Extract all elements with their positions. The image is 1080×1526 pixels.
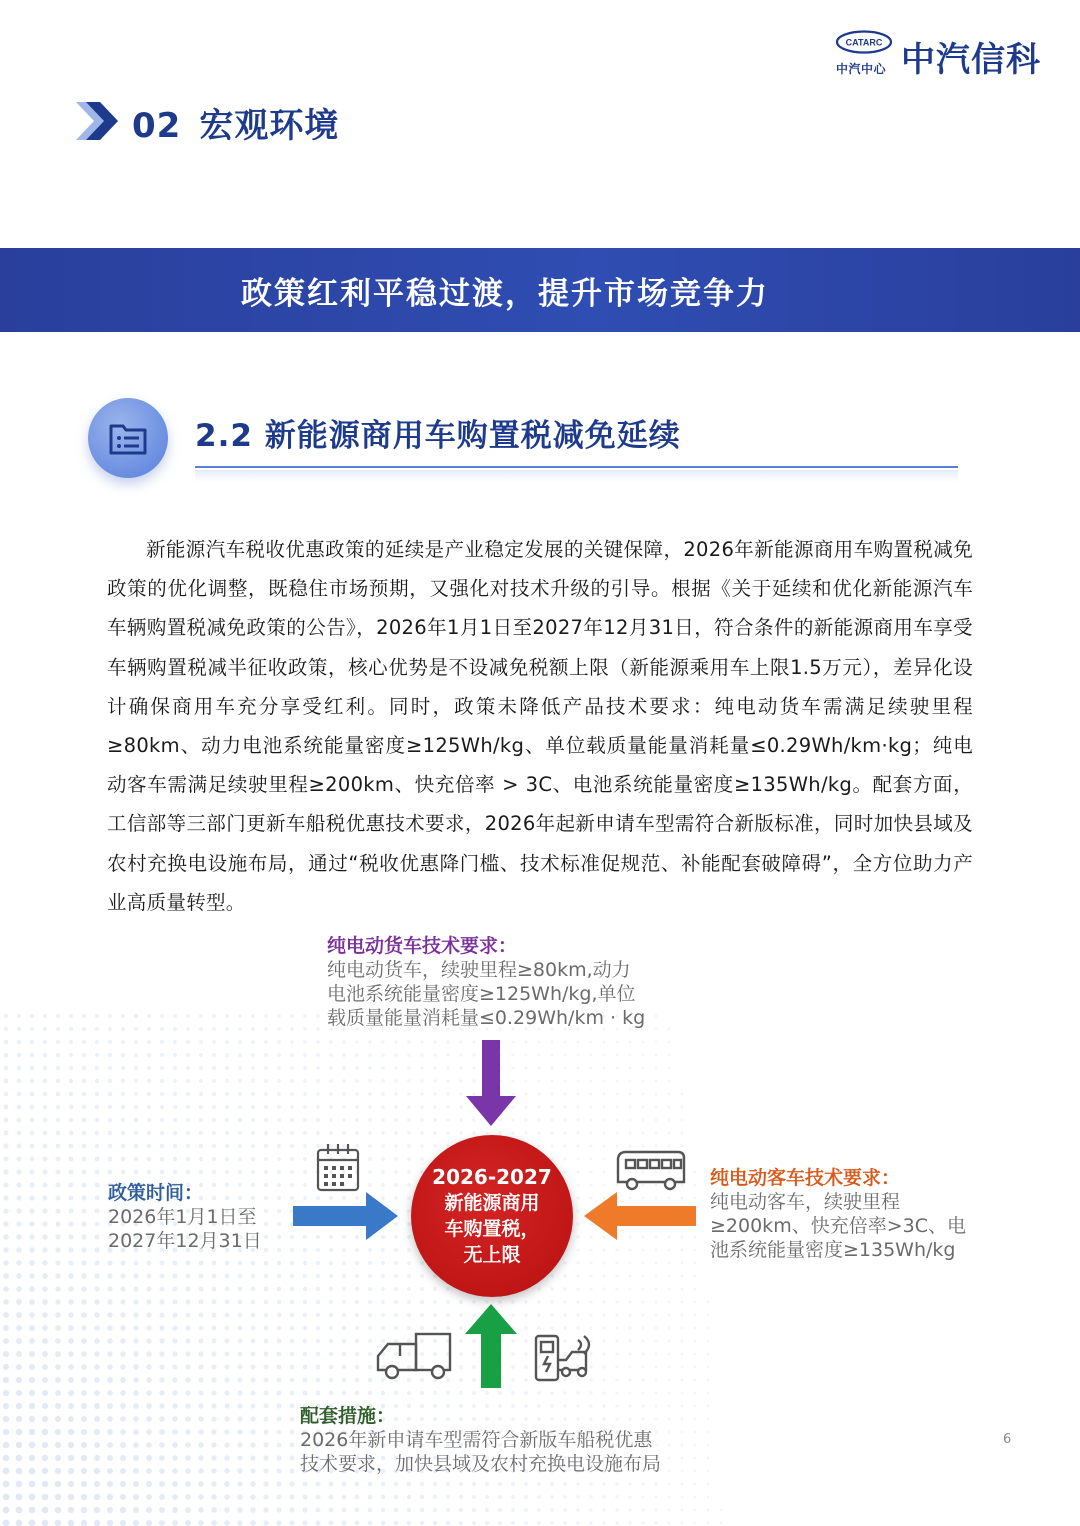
section-heading (132, 98, 357, 147)
freight-line-1: 纯电动货车，续驶里程≥80km,动力 (327, 959, 631, 981)
bus-icon (618, 1152, 684, 1189)
truck-icon (378, 1334, 450, 1378)
freight-line-2: 电池系统能量密度≥125Wh/kg,单位 (327, 983, 636, 1005)
section-title: 宏观环境 (199, 106, 340, 146)
title-banner (0, 248, 1080, 332)
banner-title: 政策红利平稳过渡，提升市场竞争力 (241, 275, 769, 312)
bus-line-2: ≥200km、快充倍率>3C、电 (710, 1215, 966, 1237)
catarc-logo-mark (835, 30, 893, 54)
brand-logo (835, 28, 1050, 78)
chevron-right-icon (76, 102, 118, 140)
center-line-3: 车购置税， (444, 1218, 540, 1240)
body-paragraph: 新能源汽车税收优惠政策的延续是产业稳定发展的关键保障，2026年新能源商用车购置税减免政策的优化调整，既稳住市场预期，又强化对技术升级的引导。根据《关于延续和优化新能源汽车车辆购置税减免政策的公告》，2026年1月1日至2027年12月31日，符合条件的新能源商用车享受车辆购置税减半征收政策，核心优势是不设减免税额上限（新能源乘用车上限1.5万元），差异化设计确保商用车充分享受红利。同时，政策未降低产品技术要求：纯电动货车需满足续驶里程≥80km、动力电池系统能量密度≥125Wh/kg、单位载质量能量消耗量≤0.29Wh/km·kg；纯电动客车需满足续驶里程≥200km、快充倍率 > 3C、电池系统能量密度≥135Wh/kg。配套方面，工信部等三部门更新车船税优惠技术要求，2026年起新申请车型需符合新版标准，同时加快县域及农村充换电设施布局，通过“税收优惠降门槛、技术标准促规范、补能配套破障碍”，全方位助力产业高质量转型。 (107, 538, 973, 914)
supporting-measures (300, 1404, 661, 1476)
measures-line-1: 2026年新申请车型需符合新版车船税优惠 (300, 1429, 653, 1451)
bus-requirements (710, 1166, 966, 1262)
freight-arrow (466, 1040, 516, 1126)
measures-arrow (465, 1304, 517, 1388)
subsection-title: 2.2 新能源商用车购置税减免延续 (195, 418, 681, 454)
document-list-icon (88, 398, 168, 478)
logo-name: 中汽信科 (901, 40, 1041, 80)
measures-line-2: 技术要求，加快县域及农村充换电设施布局 (300, 1453, 662, 1475)
center-circle (411, 1135, 573, 1297)
policy-time-line-1: 2026年1月1日至 (108, 1206, 257, 1228)
charging-station-icon (536, 1336, 589, 1380)
calendar-icon (318, 1144, 358, 1190)
center-line-1: 2026-2027 (432, 1165, 552, 1189)
measures-heading: 配套措施： (300, 1405, 396, 1427)
policy-time-arrow (293, 1192, 398, 1240)
policy-time-line-2: 2027年12月31日 (108, 1230, 262, 1252)
freight-requirements (327, 934, 645, 1030)
subsection-divider (195, 466, 958, 468)
center-line-2: 新能源商用 (444, 1192, 540, 1214)
section-number: 02 (132, 106, 182, 146)
center-line-4: 无上限 (463, 1244, 521, 1266)
policy-time (108, 1181, 262, 1253)
logo-subtitle: 中汽中心 (836, 62, 887, 76)
logo-mark-text: CATARC (845, 37, 883, 48)
freight-heading: 纯电动货车技术要求： (327, 935, 518, 957)
bus-line-3: 池系统能量密度≥135Wh/kg (710, 1239, 956, 1261)
freight-line-3: 载质量能量消耗量≤0.29Wh/km · kg (327, 1007, 646, 1029)
bus-line-1: 纯电动客车，续驶里程 (710, 1191, 901, 1213)
page-number: 6 (1003, 1432, 1012, 1447)
bus-arrow (584, 1192, 696, 1240)
subsection-rule-shadow (195, 470, 958, 482)
policy-time-heading: 政策时间： (108, 1182, 204, 1204)
bus-heading: 纯电动客车技术要求： (710, 1167, 901, 1189)
